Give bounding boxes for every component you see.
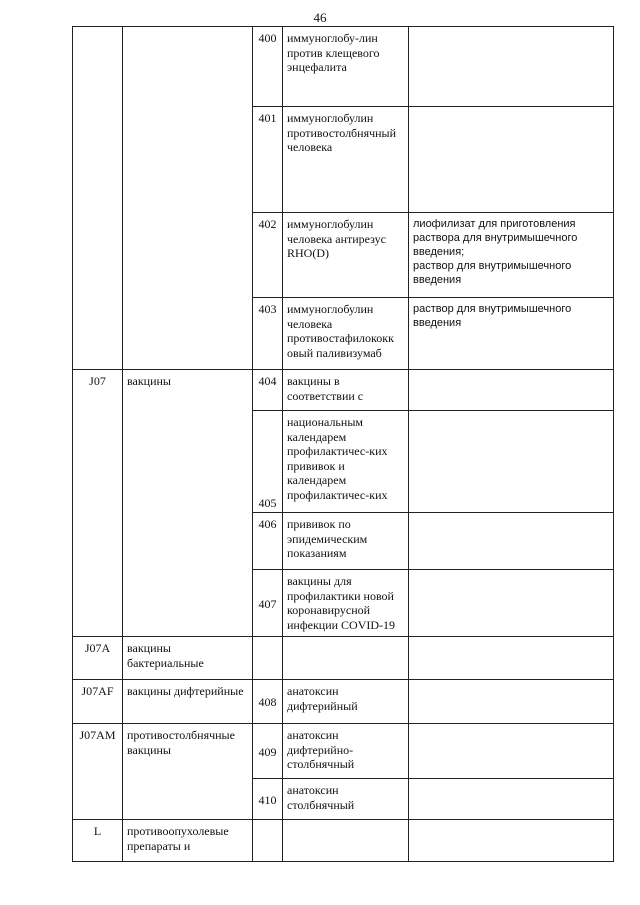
row-number: 403 <box>253 298 283 370</box>
row-number: 405 <box>253 411 283 513</box>
drug-name: вакцины для профилактики новой коронавирусной инфекции COVID-19 <box>283 570 409 637</box>
dosage-form <box>409 680 614 724</box>
drug-name: вакцины в соответствии с <box>283 370 409 411</box>
drug-name: иммуноглобулин человека противостафилококк овый паливизумаб <box>283 298 409 370</box>
group-name-cell: противостолбнячные вакцины <box>123 724 253 820</box>
dosage-form <box>409 107 614 213</box>
dosage-form <box>409 513 614 570</box>
drug-name <box>283 820 409 862</box>
table-row <box>73 820 614 862</box>
drug-name <box>283 637 409 680</box>
dosage-form <box>409 637 614 680</box>
dosage-form <box>409 820 614 862</box>
page-number: 46 <box>313 10 327 25</box>
row-number: 401 <box>253 107 283 213</box>
atc-code-cell: J07 <box>73 370 123 637</box>
dosage-form <box>409 570 614 637</box>
drug-name: анатоксин дифтерийно-столбнячный <box>283 724 409 779</box>
group-name-cell <box>123 27 253 370</box>
drug-table <box>72 26 614 862</box>
group-name-cell: вакцины <box>123 370 253 637</box>
group-name-cell: вакцины дифтерийные <box>123 680 253 724</box>
row-number: 410 <box>253 779 283 820</box>
group-name-cell: вакцины бактериальные <box>123 637 253 680</box>
row-number: 406 <box>253 513 283 570</box>
row-number: 402 <box>253 213 283 298</box>
row-number: 409 <box>253 724 283 779</box>
table-row <box>73 370 614 411</box>
dosage-form: лиофилизат для приготовления раствора для внутримышечного введения; раствор для внутримышечного введения <box>409 213 614 298</box>
drug-name: национальным календарем профилактичес-ких прививок и календарем профилактичес-ких <box>283 411 409 513</box>
row-number <box>253 637 283 680</box>
dosage-form <box>409 724 614 779</box>
dosage-form <box>409 411 614 513</box>
drug-name: иммуноглобулин противостолбнячный человека <box>283 107 409 213</box>
dosage-form: раствор для внутримышечного введения <box>409 298 614 370</box>
row-number: 404 <box>253 370 283 411</box>
atc-code-cell: J07A <box>73 637 123 680</box>
table-row <box>73 637 614 680</box>
drug-name: анатоксин столбнячный <box>283 779 409 820</box>
drug-name: анатоксин дифтерийный <box>283 680 409 724</box>
drug-name: иммуноглобулин человека антирезус RHO(D) <box>283 213 409 298</box>
drug-name: иммуноглобу-лин против клещевого энцефалита <box>283 27 409 107</box>
atc-code-cell: L <box>73 820 123 862</box>
row-number: 400 <box>253 27 283 107</box>
dosage-form <box>409 27 614 107</box>
row-number: 408 <box>253 680 283 724</box>
table-row <box>73 27 614 107</box>
group-name-cell: противоопухолевые препараты и <box>123 820 253 862</box>
atc-code-cell: J07AF <box>73 680 123 724</box>
drug-name: прививок по эпидемическим показаниям <box>283 513 409 570</box>
table-row <box>73 680 614 724</box>
atc-code-cell <box>73 27 123 370</box>
dosage-form <box>409 779 614 820</box>
row-number <box>253 820 283 862</box>
dosage-form <box>409 370 614 411</box>
atc-code-cell: J07AM <box>73 724 123 820</box>
row-number: 407 <box>253 570 283 637</box>
table-row <box>73 724 614 779</box>
